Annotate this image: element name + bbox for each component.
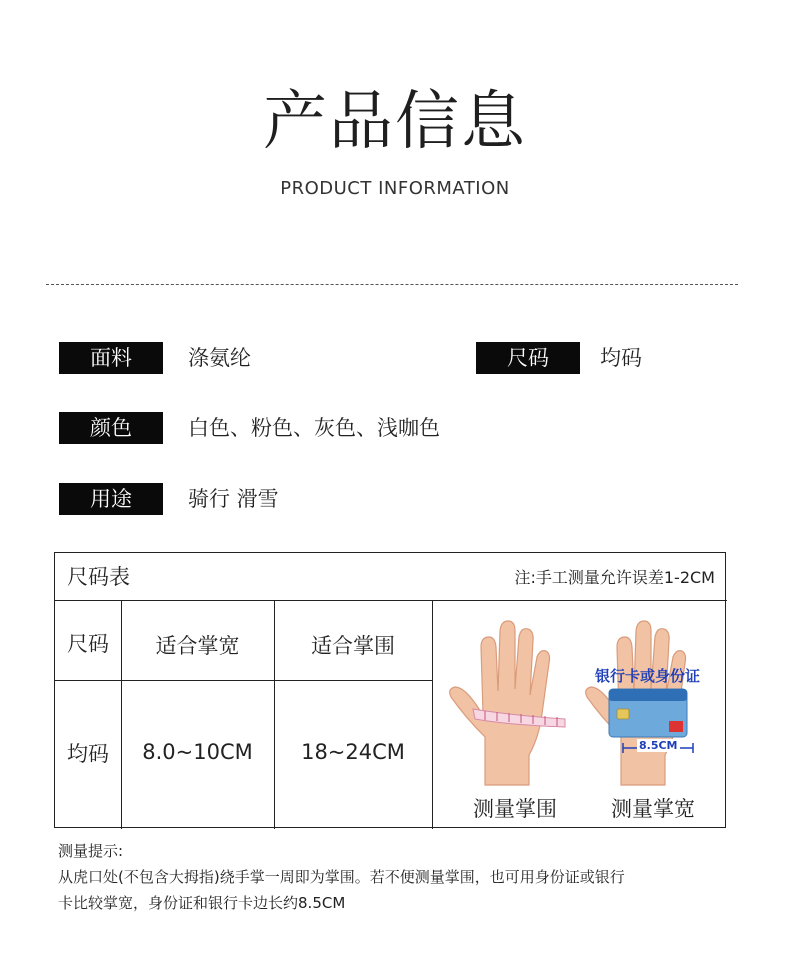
- header-palm-girth: 适合掌围: [311, 634, 395, 658]
- tips-line-2: 卡比较掌宽，身份证和银行卡边长约8.5CM: [58, 894, 346, 912]
- header-palm-width: 适合掌宽: [155, 634, 240, 658]
- tips-heading: 测量提示:: [58, 842, 124, 860]
- use-tag: 用途: [59, 483, 163, 515]
- use-value: 骑行 滑雪: [188, 487, 279, 511]
- size-chart-note: 注:手工测量允许误差1-2CM: [514, 568, 715, 587]
- card-width-label: 8.5CM: [639, 739, 678, 752]
- cell-palm-girth-value: 18~24CM: [301, 740, 405, 764]
- material-tag: 面料: [59, 342, 163, 374]
- cell-palm-width-value: 8.0~10CM: [142, 740, 253, 764]
- caption-width: 测量掌宽: [611, 797, 695, 821]
- size-chart-box: [54, 552, 726, 828]
- row-separator: [55, 680, 432, 681]
- size-chart-title: 尺码表: [67, 565, 130, 589]
- card-label: 银行卡或身份证: [595, 667, 701, 685]
- page-subtitle: PRODUCT INFORMATION: [280, 178, 510, 199]
- col-separator-3: [432, 600, 433, 829]
- cell-size-value: 均码: [67, 742, 109, 766]
- caption-girth: 测量掌围: [473, 797, 557, 821]
- page-title: 产品信息: [263, 85, 527, 159]
- color-value: 白色、粉色、灰色、浅咖色: [188, 416, 440, 440]
- size-tag: 尺码: [476, 342, 580, 374]
- header-size: 尺码: [67, 632, 109, 656]
- header-separator: [55, 600, 727, 601]
- tips-line-1: 从虎口处(不包含大拇指)绕手掌一周即为掌围。若不便测量掌围，也可用身份证或银行: [58, 868, 625, 886]
- dashed-divider: [46, 284, 738, 285]
- material-value: 涤氨纶: [188, 346, 251, 370]
- hand-width-image: [569, 617, 725, 787]
- size-value: 均码: [600, 346, 642, 370]
- color-tag: 颜色: [59, 412, 163, 444]
- hand-girth-image: [445, 617, 573, 787]
